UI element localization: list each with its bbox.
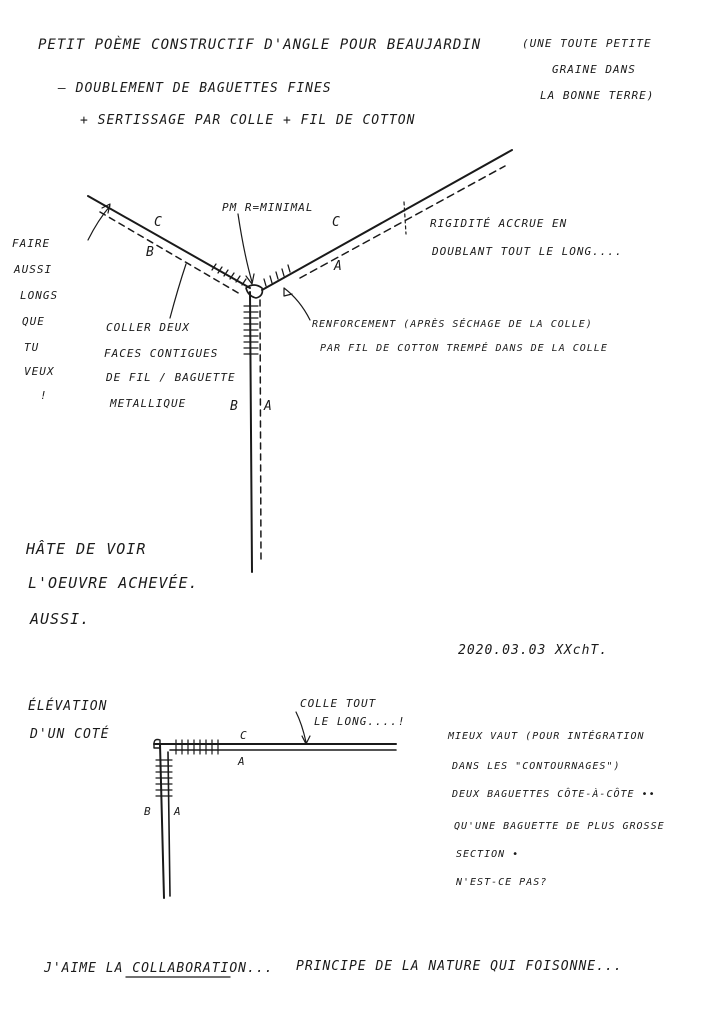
rigidite-line-1: RIGIDITÉ ACCRUE EN [430, 217, 568, 230]
mieux-line-5: SECTION • [456, 849, 520, 860]
elevation-title-2: D'UN COTÉ [30, 727, 110, 742]
faire-line-6: VEUX [24, 365, 55, 378]
mieux-line-6: N'EST-CE PAS? [456, 877, 548, 888]
label-c-right: C [332, 215, 341, 230]
arrow-rigidite [404, 202, 406, 234]
arrow-renfo [284, 288, 310, 320]
elev-label-a-vertical: A [174, 805, 182, 818]
stem-dashed [260, 300, 261, 560]
faire-line-7: ! [40, 389, 48, 402]
faire-line-2: AUSSI [14, 263, 53, 276]
renforcement-line-2: PAR FIL DE COTTON TREMPÉ DANS DE LA COLLE [320, 343, 608, 354]
label-a-vertical: A [264, 399, 273, 414]
hate-line-3: AUSSI. [30, 610, 91, 628]
stem-solid [250, 292, 252, 572]
hate-line-1: HÂTE DE VOIR [26, 540, 147, 558]
aside-line-2: GRAINE DANS [552, 63, 636, 76]
elev-vertical-right [168, 752, 170, 896]
elev-label-a-horizontal: A [238, 755, 246, 768]
left-arm-dashed [100, 212, 240, 294]
elevation-title-1: ÉLÉVATION [28, 699, 108, 714]
pm-label: PM R=MINIMAL [222, 201, 314, 214]
elev-label-c: C [240, 729, 248, 742]
renforcement-line-1: RENFORCEMENT (APRÈS SÉCHAGE DE LA COLLE) [312, 319, 593, 330]
subtitle-line-2: – DOUBLEMENT DE BAGUETTES FINES [58, 81, 332, 96]
footer-right: PRINCIPE DE LA NATURE QUI FOISONNE... [296, 959, 623, 974]
hate-line-2: L'OEUVRE ACHEVÉE. [28, 574, 199, 592]
footer-left: J'AIME LA COLLABORATION... [44, 961, 274, 976]
arrow-faire [88, 204, 110, 240]
faire-line-4: QUE [22, 315, 45, 328]
elev-vertical-left [160, 744, 164, 898]
faire-line-1: FAIRE [12, 237, 51, 250]
rigidite-line-2: DOUBLANT TOUT LE LONG.... [432, 245, 623, 258]
aside-line-3: LA BONNE TERRE) [540, 89, 655, 102]
elev-label-b: B [144, 805, 152, 818]
faire-line-5: TU [24, 341, 40, 354]
elev-wrap-h [176, 740, 218, 754]
arrow-colle [296, 712, 310, 744]
mieux-line-1: MIEUX VAUT (POUR INTÉGRATION [448, 731, 645, 742]
center-joint [246, 285, 262, 298]
coller-line-3: DE FIL / BAGUETTE [106, 371, 236, 384]
colle-note-2: LE LONG....! [314, 715, 406, 728]
elev-wrap-v [156, 760, 172, 796]
colle-note-1: COLLE TOUT [300, 697, 377, 710]
label-a-right: A [334, 259, 343, 274]
mieux-line-4: QU'UNE BAGUETTE DE PLUS GROSSE [454, 821, 665, 832]
faire-line-3: LONGS [20, 289, 59, 302]
label-c-left: C [154, 215, 163, 230]
coller-line-2: FACES CONTIGUES [104, 347, 219, 360]
label-b-left: B [146, 245, 155, 260]
date-signature: 2020.03.03 XXchT. [458, 643, 609, 658]
aside-line-1: (UNE TOUTE PETITE [522, 37, 652, 50]
arrow-coller [170, 264, 186, 318]
arrow-pm [238, 214, 254, 284]
coller-line-4: METALLIQUE [110, 397, 187, 410]
mieux-line-2: DANS LES "CONTOURNAGES") [452, 761, 621, 772]
coller-line-1: COLLER DEUX [106, 321, 190, 334]
subtitle-line-3: + SERTISSAGE PAR COLLE + FIL DE COTTON [80, 113, 416, 128]
label-b-vertical: B [230, 399, 239, 414]
page-title: PETIT POÈME CONSTRUCTIF D'ANGLE POUR BEAUJARDIN [38, 37, 482, 53]
mieux-line-3: DEUX BAGUETTES CÔTE-À-CÔTE •• [452, 789, 656, 800]
